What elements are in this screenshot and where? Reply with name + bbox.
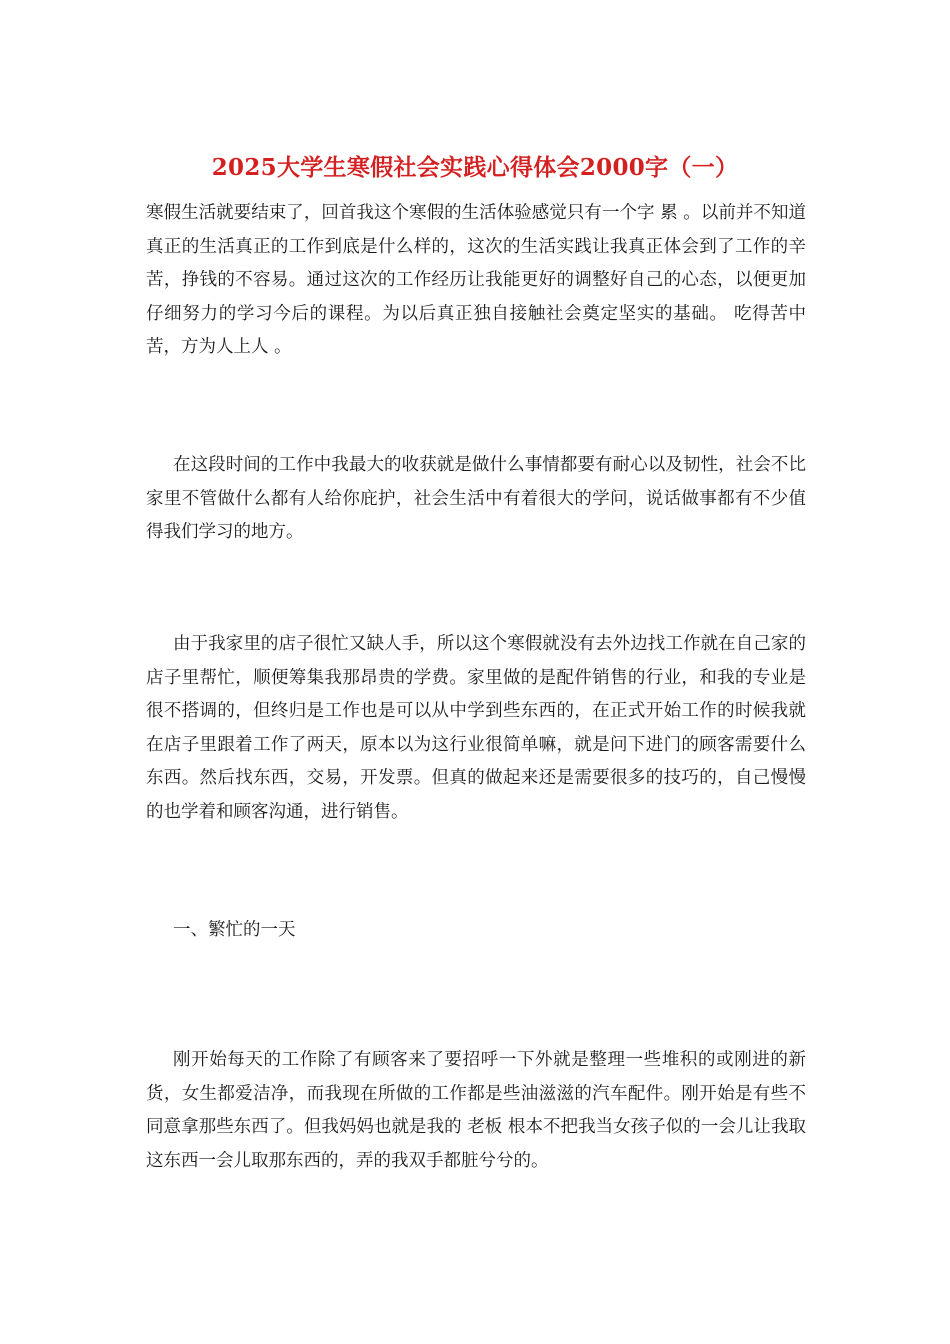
document-title: 2025大学生寒假社会实践心得体会2000字（一） [211,154,739,181]
paragraph-daily-work: 刚开始每天的工作除了有顾客来了要招呼一下外就是整理一些堆积的或刚进的新货，女生都爱洁净，而我现在所做的工作都是些油滋滋的汽车配件。刚开始是有些不同意拿那些东西了。但我妈妈也就是我的 老板 根本不把我当女孩子似的一会儿让我取这东西一会儿取那东西的，弄的我双手都脏兮兮的。 [146,1050,806,1171]
section-heading-busy-day: 一、繁忙的一天 [173,920,296,940]
paragraph-family-shop: 由于我家里的店子很忙又缺人手，所以这个寒假就没有去外边找工作就在自己家的店子里帮忙，顺便筹集我那昂贵的学费。家里做的是配件销售的行业，和我的专业是很不搭调的，但终归是工作也是可以从中学到些东西的，在正式开始工作的时候我就在店子里跟着工作了两天，原本以为这行业很简单嘛，就是问下进门的顾客需要什么东西。然后找东西，交易，开发票。但真的做起来还是需要很多的技巧的，自己慢慢的也学着和顾客沟通，进行销售。 [146,634,806,822]
paragraph-harvest: 在这段时间的工作中我最大的收获就是做什么事情都要有耐心以及韧性，社会不比家里不管做什么都有人给你庇护，社会生活中有着很大的学问，说话做事都有不少值得我们学习的地方。 [146,455,806,542]
paragraph-intro: 寒假生活就要结束了，回首我这个寒假的生活体验感觉只有一个字 累 。以前并不知道真正的生活真正的工作到底是什么样的，这次的生活实践让我真正体会到了工作的辛苦，挣钱的不容易。通过这次的工作经历让我能更好的调整好自己的心态，以便更加仔细努力的学习今后的课程。为以后真正独自接触社会奠定坚实的基础。 吃得苦中苦，方为人上人 。 [146,203,806,357]
